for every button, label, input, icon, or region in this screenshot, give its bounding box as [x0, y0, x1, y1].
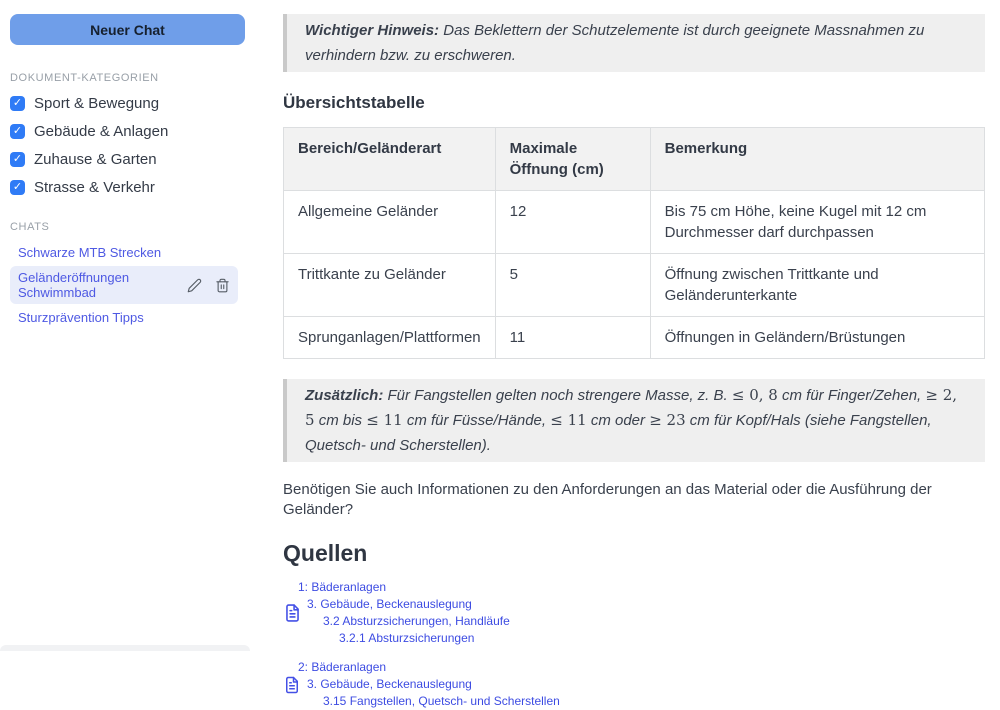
- notice-text: cm für Füsse/Hände,: [402, 412, 551, 429]
- checkbox-checked-icon[interactable]: [10, 96, 25, 111]
- category-label: Sport & Bewegung: [34, 95, 160, 112]
- table-cell: Trittkante zu Geländer: [284, 254, 496, 317]
- source-breadcrumb: [298, 579, 985, 647]
- chat-list: [10, 241, 255, 329]
- chat-link[interactable]: Geländeröffnungen Schwimmbad: [18, 270, 130, 300]
- table-cell: Allgemeine Geländer: [284, 191, 496, 254]
- notice-text: cm bis: [314, 412, 367, 429]
- source-link[interactable]: 3. Gebäude, Beckenauslegung: [307, 677, 472, 691]
- source-link[interactable]: 3.2 Absturzsicherungen, Handläufe: [323, 614, 510, 628]
- notice-text: Für Fangstellen gelten noch strengere Masse, z. B.: [383, 387, 732, 404]
- table-cell: Öffnungen in Geländern/Brüstungen: [650, 317, 984, 359]
- notice-text: Das Beklettern der Schutzelemente ist durch geeignete Massnahmen zu verhindern bzw. zu erschweren.: [305, 22, 925, 64]
- table-section-heading: Übersichtstabelle: [283, 93, 425, 112]
- table-row: [284, 254, 985, 317]
- table-header-cell: Bereich/Geländerart: [284, 128, 496, 191]
- overview-table: [283, 127, 985, 359]
- chat-item[interactable]: [10, 306, 238, 329]
- pencil-edit-icon[interactable]: [187, 278, 202, 293]
- table-row: [284, 191, 985, 254]
- math-expression: ≤ 0, 8: [731, 386, 778, 404]
- table-cell: 12: [495, 191, 650, 254]
- check-icon: ✓: [12, 181, 23, 193]
- chat-link[interactable]: Sturzprävention Tipps: [18, 310, 144, 325]
- document-icon: [283, 676, 301, 694]
- source-link[interactable]: 3.2.1 Absturzsicherungen: [339, 631, 475, 645]
- math-expression: ≤ 11: [366, 411, 403, 429]
- source-breadcrumb: [298, 659, 985, 710]
- math-expression: ≥ 2, 5: [305, 386, 958, 429]
- table-cell: Öffnung zwischen Trittkante und Geländerunterkante: [650, 254, 984, 317]
- notice-prefix: Wichtiger Hinweis:: [305, 22, 440, 39]
- check-icon: ✓: [12, 125, 23, 137]
- source-link[interactable]: 3.15 Fangstellen, Quetsch- und Scherstellen: [323, 694, 560, 708]
- chats-heading: CHATS: [10, 221, 50, 233]
- sources-heading: Quellen: [283, 540, 368, 566]
- sidebar-bottom-bar: [0, 645, 250, 651]
- checkbox-checked-icon[interactable]: [10, 124, 25, 139]
- checkbox-checked-icon[interactable]: [10, 180, 25, 195]
- chat-link[interactable]: Schwarze MTB Strecken: [18, 245, 162, 260]
- math-expression: ≤ 11: [550, 411, 587, 429]
- table-cell: Bis 75 cm Höhe, keine Kugel mit 12 cm Durchmesser darf durchpassen: [650, 191, 984, 254]
- check-icon: ✓: [12, 97, 23, 109]
- table-cell: 5: [495, 254, 650, 317]
- table-header-cell: Maximale Öffnung (cm): [495, 128, 650, 191]
- notice-prefix: Zusätzlich:: [305, 387, 384, 404]
- source-item: [283, 579, 985, 647]
- main-content: [263, 0, 1000, 708]
- table-cell: Sprunganlagen/Plattformen: [284, 317, 496, 359]
- category-item[interactable]: [10, 151, 255, 168]
- category-label: Gebäude & Anlagen: [34, 123, 169, 140]
- assistant-followup-question: Benötigen Sie auch Informationen zu den Anforderungen an das Material oder die Ausführung der Geländer?: [283, 481, 932, 518]
- important-notice-blockquote: [283, 14, 985, 72]
- sidebar: [0, 0, 263, 651]
- new-chat-button[interactable]: Neuer Chat: [10, 14, 245, 45]
- category-item[interactable]: [10, 179, 255, 196]
- chat-actions: [187, 278, 230, 293]
- document-icon: [283, 604, 302, 623]
- notice-text: cm oder: [586, 412, 650, 429]
- table-header-cell: Bemerkung: [650, 128, 984, 191]
- table-cell: 11: [495, 317, 650, 359]
- trash-icon[interactable]: [215, 278, 230, 293]
- source-link[interactable]: 3. Gebäude, Beckenauslegung: [307, 597, 472, 611]
- checkbox-checked-icon[interactable]: [10, 152, 25, 167]
- table-header-row: [284, 128, 985, 191]
- notice-text: cm für Finger/Zehen,: [777, 387, 926, 404]
- additional-notice-blockquote: [283, 379, 985, 462]
- categories-heading: DOKUMENT-KATEGORIEN: [10, 72, 159, 84]
- source-link[interactable]: 1: Bäderanlagen: [298, 580, 387, 594]
- chat-item-active[interactable]: [10, 266, 238, 304]
- chat-item[interactable]: [10, 241, 238, 264]
- category-label: Zuhause & Garten: [34, 151, 157, 168]
- category-label: Strasse & Verkehr: [34, 179, 155, 196]
- math-expression: ≥ 23: [649, 411, 686, 429]
- notice-text: cm für Kopf/Hals (siehe Fangstellen, Quetsch- und Scherstellen).: [305, 412, 932, 454]
- category-list: [10, 95, 255, 196]
- category-item[interactable]: [10, 95, 255, 112]
- source-link[interactable]: 2: Bäderanlagen: [298, 660, 387, 674]
- table-row: [284, 317, 985, 359]
- source-item: [283, 659, 985, 710]
- sources-list: [283, 579, 985, 710]
- category-item[interactable]: [10, 123, 255, 140]
- check-icon: ✓: [12, 153, 23, 165]
